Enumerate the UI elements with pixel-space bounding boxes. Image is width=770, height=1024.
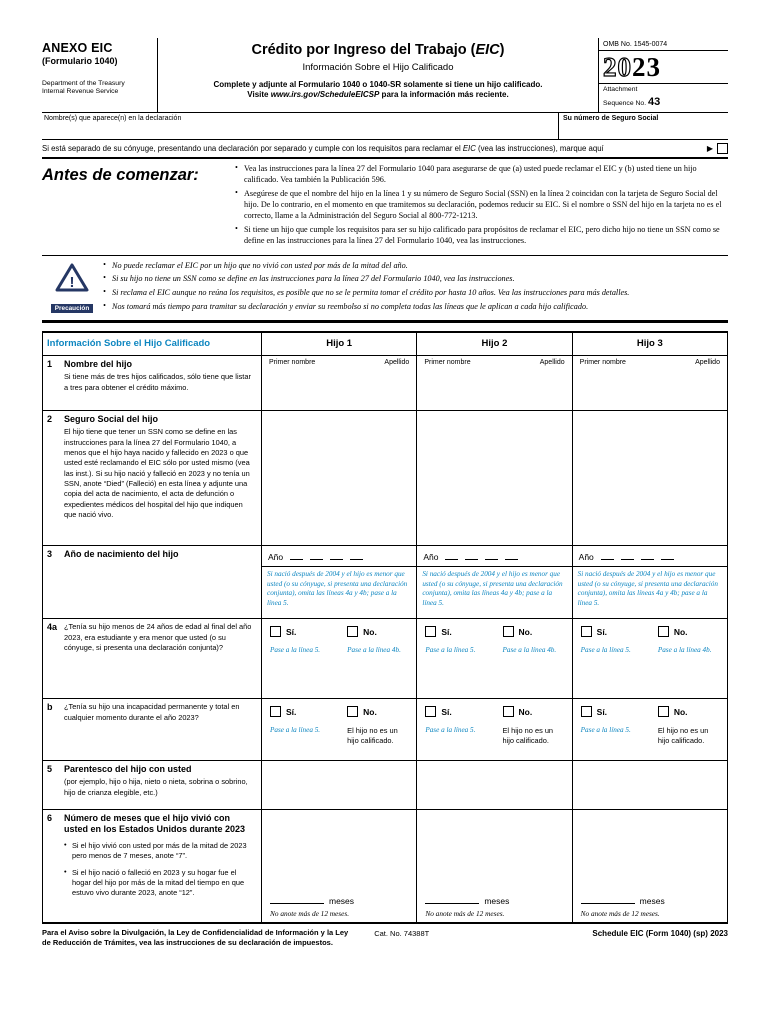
child3-4a-yes-action: Pase a la línea 5. <box>580 646 631 655</box>
child3-4b-yes-action: Pase a la línea 5. <box>580 726 631 735</box>
months-blank[interactable] <box>270 895 324 904</box>
child2-4a-no-checkbox[interactable] <box>503 626 514 637</box>
row5-text <box>64 764 256 806</box>
row1-text <box>64 359 256 407</box>
child2-name-labels <box>417 356 571 369</box>
form-title-pre: Crédito por Ingreso del Trabajo ( <box>251 42 476 58</box>
child2-4a-cell <box>416 619 571 698</box>
child1-last-name-label: Apellido <box>384 359 410 367</box>
row5-number: 5 <box>47 764 53 775</box>
year-digit-blank[interactable] <box>330 551 343 560</box>
child2-name-field[interactable] <box>416 356 571 410</box>
sequence-number: 43 <box>647 95 661 108</box>
row4a-text <box>64 622 256 695</box>
months-blank[interactable] <box>581 895 635 904</box>
child3-4a-no-action: Pase a la línea 4b. <box>657 646 712 655</box>
child2-relationship-field[interactable] <box>416 761 571 809</box>
year-digit-blank[interactable] <box>445 551 458 560</box>
row4a-question: ¿Tenía su hijo menos de 24 años de edad al final del año 2023, era estudiante y era menor que usted (o su cónyuge, si presenta una declaración conjunta)? <box>64 622 252 653</box>
child3-birth-year-cell <box>572 546 727 618</box>
agency-line1: Department of the Treasury <box>42 80 125 87</box>
year-digit-blank[interactable] <box>350 551 363 560</box>
child3-4a-no-label: No. <box>673 626 688 637</box>
child3-4a-yes-checkbox[interactable] <box>581 626 592 637</box>
row1-number: 1 <box>47 359 53 370</box>
row-4b-disability-question <box>43 698 727 760</box>
child3-4b-no-label: No. <box>673 706 688 717</box>
row3-title: Año de nacimiento del hijo <box>64 549 179 560</box>
row2-title: Seguro Social del hijo <box>64 414 159 425</box>
separated-check-area <box>707 143 728 154</box>
child2-last-name-label: Apellido <box>539 359 565 367</box>
row3-text <box>64 549 256 615</box>
row1-label-cell <box>43 356 261 410</box>
separated-spouse-bar <box>42 140 728 159</box>
child1-4a-yes-checkbox[interactable] <box>270 626 281 637</box>
child3-4a-yes-label: Sí. <box>596 626 608 637</box>
row-months-lived <box>43 809 727 922</box>
row4a-number: 4a <box>47 622 58 633</box>
child3-4b-no-option <box>650 699 727 760</box>
row1-note: Si tiene más de tres hijos calificados, sólo tiene que listar a tres para obtener el crédito máximo. <box>64 372 251 392</box>
row6-number: 6 <box>47 813 53 824</box>
child2-first-name-label: Primer nombre <box>424 359 471 367</box>
child3-birth-year-guidance: Si nació después de 2004 y el hijo es menor que usted (o su cónyuge, si presenta una declaración conjunta), omita las líneas 4a y 4b; pase a la línea 5. <box>573 566 727 611</box>
child3-name-labels <box>573 356 727 369</box>
before-begin-title: Antes de comenzar: <box>42 166 199 185</box>
table-info-heading: Información Sobre el Hijo Calificado <box>47 338 211 350</box>
child2-4a-yes-action: Pase a la línea 5. <box>425 646 476 655</box>
caution-bullet-2: • Si su hijo no tiene un SSN como se define en las instrucciones para la línea 27 del Formulario 1040, vea las instrucciones. <box>102 274 728 285</box>
column-heading-child3: Hijo 3 <box>572 333 727 355</box>
child1-name-field[interactable] <box>261 356 416 410</box>
child1-4a-yes-label: Sí. <box>286 626 297 637</box>
child2-4b-no-option <box>495 699 572 760</box>
before-begin-section <box>42 159 728 255</box>
row4b-text <box>64 702 256 757</box>
child1-4b-yes-label: Sí. <box>286 706 297 717</box>
year-digit-blank[interactable] <box>485 551 498 560</box>
before-begin-bullet-2: • Asegúrese de que el nombre del hijo en la línea 1 y su número de Seguro Social (SSN) en la línea 2 coincidan con la tarjeta de Seguro Social del hijo. De lo contrario, en el momento en que tramitemos su declaración, podemos reducir su EIC. Si el nombre o SSN del hijo en la tarjeta no es el correcto, llame a la Administración del Seguro Social al 800-772-1213. <box>234 189 728 221</box>
child1-4b-no-action: El hijo no es un hijo calificado. <box>347 726 398 745</box>
agency-block <box>42 80 153 97</box>
row6-notes <box>64 841 256 899</box>
table-header-row <box>43 333 727 355</box>
child3-relationship-field[interactable] <box>572 761 727 809</box>
year-digit-blank[interactable] <box>661 551 674 560</box>
sequence-label: Sequence No. <box>603 99 648 107</box>
child1-4a-yes-action: Pase a la línea 5. <box>270 646 321 655</box>
paperwork-notice-line2: de Reducción de Trámites, vea las instrucciones de su declaración de impuestos. <box>42 938 333 948</box>
caution-section <box>42 255 728 324</box>
attachment-label: Attachment <box>603 86 638 93</box>
child2-months-field[interactable] <box>425 895 563 906</box>
child3-4a-yes-option <box>573 619 650 698</box>
child1-4b-no-checkbox[interactable] <box>347 706 358 717</box>
child3-4b-yes-option <box>573 699 650 760</box>
child2-birth-year-guidance: Si nació después de 2004 y el hijo es menor que usted (o su cónyuge, si presenta una declaración conjunta), omita las líneas 4a y 4b; pase a la línea 5. <box>417 566 571 611</box>
child1-name-labels <box>262 356 416 369</box>
child1-4a-no-action: Pase a la línea 4b. <box>347 646 401 655</box>
child1-months-note: No anote más de 12 meses. <box>270 909 350 919</box>
child2-4b-yes-option <box>417 699 494 760</box>
row-relationship <box>43 760 727 809</box>
caution-bullet-3: • Si reclama el EIC aunque no reúna los requisitos, es posible que no se le permita tomar el crédito por hasta 10 años. Vea las instrucciones para más detalles. <box>102 288 728 299</box>
caution-bullet-1: • No puede reclamar el EIC por un hijo que no vivió con usted por más de la mitad del año. <box>102 261 728 272</box>
form-edition-id: Schedule EIC (Form 1040) (sp) 2023 <box>592 929 728 939</box>
row3-label-cell <box>43 546 261 618</box>
tax-year <box>599 51 728 83</box>
separated-text-post: (vea las instrucciones), marque aquí <box>475 144 604 154</box>
before-begin-bullet-1: • Vea las instrucciones para la línea 27 del Formulario 1040 para asegurarse de que (a) usted puede reclamar el EIC y (b) usted tiene un hijo calificado. Vea también la Publicación 596. <box>234 164 728 185</box>
visit-pre: Visite <box>247 90 271 100</box>
year-digit-blank[interactable] <box>310 551 323 560</box>
separated-text-eic: EIC <box>462 144 476 154</box>
year-digit-blank[interactable] <box>621 551 634 560</box>
svg-text:!: ! <box>69 273 75 291</box>
sequence-line <box>603 95 724 109</box>
form-name: ANEXO EIC <box>42 41 113 55</box>
child3-months-field[interactable] <box>581 895 719 906</box>
child2-4a-yes-label: Sí. <box>441 626 452 637</box>
child3-4b-yes-checkbox[interactable] <box>581 706 592 717</box>
before-begin-bullets <box>234 164 728 251</box>
child1-first-name-label: Primer nombre <box>269 359 316 367</box>
row6-title: Número de meses que el hijo vivió con usted en los Estados Unidos durante 2023 <box>64 813 246 835</box>
form-footer <box>42 924 728 948</box>
child1-ssn-field[interactable] <box>261 411 416 545</box>
row-birth-year <box>43 545 727 618</box>
form-title-block <box>158 38 598 112</box>
caution-bullet-4: • Nos tomará más tiempo para tramitar su declaración y enviar su reembolso si no completa todas las líneas que le aplican a cada hijo calificado. <box>102 302 728 313</box>
form-subtitle: Información Sobre el Hijo Calificado <box>302 62 454 73</box>
form-number: (Formulario 1040) <box>42 56 118 66</box>
child2-4b-no-checkbox[interactable] <box>503 706 514 717</box>
row4b-label-cell <box>43 699 261 760</box>
child1-4b-yes-option <box>262 699 339 760</box>
child3-year-label: Año <box>578 552 594 563</box>
child1-4b-yes-action: Pase a la línea 5. <box>270 726 321 735</box>
year-digit-blank[interactable] <box>505 551 518 560</box>
child1-birth-year-guidance: Si nació después de 2004 y el hijo es menor que usted (o su cónyuge, si presenta una declaración conjunta), omita las líneas 4a y 4b; pase a la línea 5. <box>262 566 416 611</box>
caution-label: Precaución <box>51 304 93 313</box>
taxpayer-name-label: Nombre(s) que aparece(n) en la declaración <box>44 115 182 123</box>
child1-4b-no-label: No. <box>363 706 377 717</box>
row2-number: 2 <box>47 414 53 425</box>
row-child-name <box>43 355 727 410</box>
row2-label-cell <box>43 411 261 545</box>
form-title <box>168 42 588 58</box>
child2-4b-cell <box>416 699 571 760</box>
attach-instruction: Complete y adjunte al Formulario 1040 o 1040-SR solamente si tiene un hijo calificado. <box>213 80 543 89</box>
child3-ssn-field[interactable] <box>572 411 727 545</box>
paperwork-notice <box>42 928 348 948</box>
taxpayer-name-field[interactable] <box>42 113 558 139</box>
row4b-number: b <box>47 702 53 713</box>
child1-4b-cell <box>261 699 416 760</box>
child3-months-label: meses <box>639 896 665 907</box>
column-heading-child1: Hijo 1 <box>261 333 416 355</box>
child3-name-field[interactable] <box>572 356 727 410</box>
child2-4b-yes-checkbox[interactable] <box>425 706 436 717</box>
child1-4a-no-option <box>339 619 416 698</box>
tax-year-digits: 23 <box>632 52 661 82</box>
row5-note: (por ejemplo, hijo o hija, nieto o nieta, sobrina o sobrino, hijo de crianza elegible, etc.) <box>64 777 248 797</box>
child2-4a-yes-checkbox[interactable] <box>425 626 436 637</box>
child2-4b-no-action: El hijo no es un hijo calificado. <box>502 726 554 745</box>
child2-year-label: Año <box>423 552 439 563</box>
child3-first-name-label: Primer nombre <box>579 359 626 367</box>
child1-4a-cell <box>261 619 416 698</box>
form-id-block <box>42 38 158 112</box>
agency-line2: Internal Revenue Service <box>42 88 119 96</box>
separated-spouse-checkbox[interactable] <box>717 143 728 154</box>
child1-4a-no-label: No. <box>363 626 377 637</box>
child2-4a-no-label: No. <box>518 626 533 637</box>
child3-months-note: No anote más de 12 meses. <box>580 909 660 919</box>
year-digit-blank[interactable] <box>641 551 654 560</box>
child1-birth-year-cell <box>261 546 416 618</box>
visit-post: para la información más reciente. <box>379 90 509 100</box>
row5-title: Parentesco del hijo con usted <box>64 764 192 775</box>
row6-text <box>64 813 256 919</box>
child1-months-label: meses <box>329 896 355 907</box>
child2-months-label: meses <box>484 896 510 907</box>
year-digit-blank[interactable] <box>465 551 478 560</box>
before-begin-bullet-3: • Si tiene un hijo que cumple los requisitos para ser su hijo calificado para propósitos de reclamar el EIC, pero dicho hijo no tiene un SSN como se define en las instrucciones para la línea 27 del Formulario 1040, vea las instrucciones. <box>234 225 728 246</box>
visit-instruction <box>168 90 588 99</box>
separated-text <box>42 144 604 153</box>
child1-4a-no-checkbox[interactable] <box>347 626 358 637</box>
paperwork-notice-line1: Para el Aviso sobre la Divulgación, la Ley de Confidencialidad de Información y la Ley <box>42 928 349 938</box>
child2-4b-yes-label: Sí. <box>441 706 452 717</box>
child3-months-cell <box>572 810 727 922</box>
child2-birth-year-field[interactable] <box>417 546 571 566</box>
column-heading-child2: Hijo 2 <box>416 333 571 355</box>
child3-4b-no-action: El hijo no es un hijo calificado. <box>657 726 709 745</box>
child1-birth-year-field[interactable] <box>262 546 416 566</box>
child1-months-field[interactable] <box>270 895 408 906</box>
qualifying-child-table <box>42 331 728 924</box>
child2-months-note: No anote más de 12 meses. <box>425 909 505 919</box>
row-child-ssn <box>43 410 727 545</box>
child2-ssn-field[interactable] <box>416 411 571 545</box>
form-title-eic: EIC <box>475 42 500 58</box>
child3-4a-cell <box>572 619 727 698</box>
row6-bullet-1: • Si el hijo vivió con usted por más de la mitad de 2023 pero menos de 7 meses, anote “7”. <box>64 841 256 862</box>
row1-title: Nombre del hijo <box>64 359 133 370</box>
tax-year-century: 20 <box>603 52 632 82</box>
child1-4a-yes-option <box>262 619 339 698</box>
child2-4a-no-action: Pase a la línea 4b. <box>502 646 557 655</box>
child1-months-cell <box>261 810 416 922</box>
child3-4a-no-checkbox[interactable] <box>658 626 669 637</box>
child3-4b-cell <box>572 699 727 760</box>
child2-4b-yes-action: Pase a la línea 5. <box>425 726 476 735</box>
child3-4b-yes-label: Sí. <box>596 706 608 717</box>
row4a-label-cell <box>43 619 261 698</box>
year-digit-blank[interactable] <box>601 551 614 560</box>
form-header <box>42 38 728 113</box>
child1-year-label: Año <box>268 552 284 563</box>
child1-4b-yes-checkbox[interactable] <box>270 706 281 717</box>
child1-4b-no-option <box>339 699 416 760</box>
caution-icon-block <box>42 261 102 316</box>
identity-row <box>42 113 728 140</box>
warning-triangle-icon <box>55 263 89 292</box>
omb-number: OMB No. 1545-0074 <box>599 38 728 51</box>
irs-url-link[interactable]: www.irs.gov/ScheduleEICSP <box>270 90 380 100</box>
row5-label-cell <box>43 761 261 809</box>
months-blank[interactable] <box>425 895 479 904</box>
taxpayer-ssn-field[interactable] <box>558 113 728 139</box>
row2-text <box>64 414 256 542</box>
child3-birth-year-field[interactable] <box>573 546 727 566</box>
caution-bullets <box>102 261 728 316</box>
row-4a-student-question <box>43 618 727 698</box>
row2-note: El hijo tiene que tener un SSN como se define en las instrucciones para la línea 27 del Formulario 1040, a menos que el hijo haya nacido y fallecido en 2023 o que usted esté reclamando el EIC sólo por usted mismo (vea las inst.). Si su hijo nació y falleció en 2023 y no tenía un SSN, anote “Died” (Falleció) en esta línea y adjunte una copia del acta de nacimiento, el acta de defunción o expedientes médicos del hospital del hijo que indiquen que nació vivo. <box>64 427 250 520</box>
child2-birth-year-cell <box>416 546 571 618</box>
attachment-sequence <box>599 83 728 112</box>
pointer-arrow-icon: ▶ <box>706 144 713 154</box>
catalog-number: Cat. No. 74388T <box>374 929 430 939</box>
child3-4b-no-checkbox[interactable] <box>658 706 669 717</box>
child3-4a-no-option <box>650 619 727 698</box>
taxpayer-ssn-label: Su número de Seguro Social <box>563 115 659 123</box>
child2-4a-yes-option <box>417 619 494 698</box>
row6-bullet-2: • Si el hijo nació o falleció en 2023 y su hogar fue el hogar del hijo por más de la mitad del tiempo en que estuvo vivo durante 2023, anote “12”. <box>64 868 256 899</box>
row6-label-cell <box>43 810 261 922</box>
child2-4a-no-option <box>495 619 572 698</box>
row4b-question: ¿Tenía su hijo una incapacidad permanente y total en cualquier momento durante el año 2023? <box>64 702 240 722</box>
child2-months-cell <box>416 810 571 922</box>
child1-relationship-field[interactable] <box>261 761 416 809</box>
form-title-post: ) <box>499 42 505 58</box>
omb-block <box>598 38 728 112</box>
row3-number: 3 <box>47 549 53 560</box>
separated-text-pre: Si está separado de su cónyuge, presentando una declaración por separado y cumple con los requisitos para reclamar el <box>42 144 463 154</box>
child3-last-name-label: Apellido <box>695 359 720 367</box>
year-digit-blank[interactable] <box>290 551 303 560</box>
child2-4b-no-label: No. <box>518 706 533 717</box>
